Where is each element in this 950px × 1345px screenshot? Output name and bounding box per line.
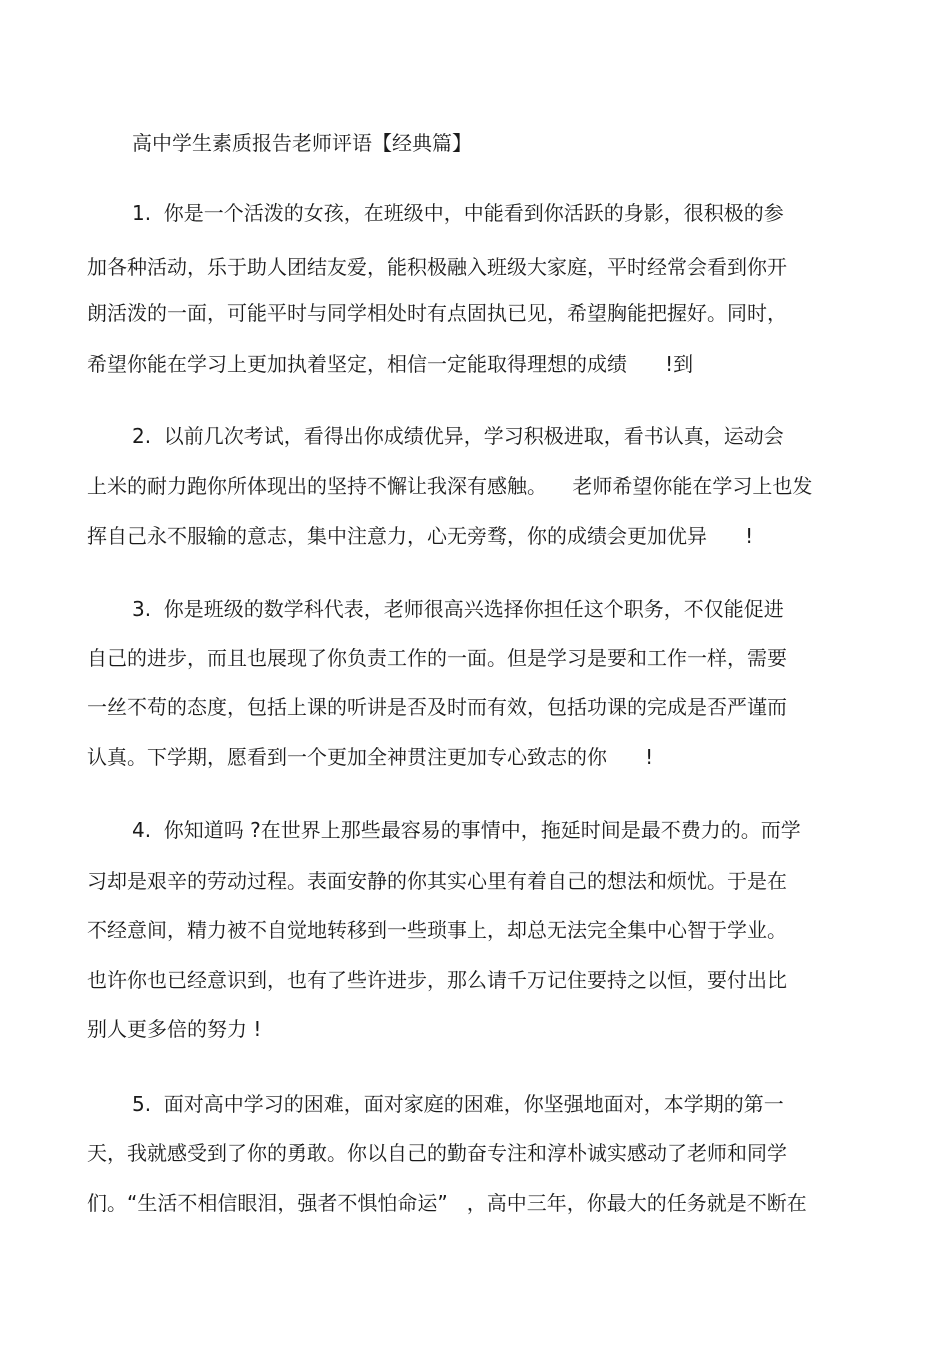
paragraph-5-line-1: 5. 面对高中学习的困难，面对家庭的困难，你坚强地面对，本学期的第一 (132, 1092, 784, 1116)
paragraph-2-line-3: 挥自己永不服输的意志，集中注意力，心无旁骛，你的成绩会更加优异 ! (87, 524, 754, 548)
paragraph-3-line-3: 一丝不苟的态度，包括上课的听讲是否及时而有效，包括功课的完成是否严谨而 (87, 695, 787, 719)
paragraph-3-line-2: 自己的进步，而且也展现了你负责工作的一面。但是学习是要和工作一样，需要 (87, 646, 787, 670)
paragraph-1-line-4: 希望你能在学习上更加执着坚定，相信一定能取得理想的成绩 !到 (87, 352, 694, 376)
paragraph-3-line-1: 3. 你是班级的数学科代表，老师很高兴选择你担任这个职务，不仅能促进 (132, 597, 784, 621)
paragraph-4-line-1: 4. 你知道吗 ?在世界上那些最容易的事情中，拖延时间是最不费力的。而学 (132, 818, 801, 842)
document-title: 高中学生素质报告老师评语【经典篇】 (132, 131, 472, 155)
paragraph-2-line-2: 上米的耐力跑你所体现出的坚持不懈让我深有感触。 老师希望你能在学习上也发 (87, 474, 813, 498)
paragraph-1-line-2: 加各种活动，乐于助人团结友爱，能积极融入班级大家庭，平时经常会看到你开 (87, 255, 787, 279)
paragraph-2-line-1: 2. 以前几次考试，看得出你成绩优异，学习积极进取，看书认真，运动会 (132, 424, 784, 448)
paragraph-4-line-4: 也许你也已经意识到，也有了些许进步，那么请千万记住要持之以恒，要付出比 (87, 968, 787, 992)
paragraph-3-line-4: 认真。下学期，愿看到一个更加全神贯注更加专心致志的你 ! (87, 745, 654, 769)
paragraph-5-line-3: 们。“生活不相信眼泪，强者不惧怕命运” ，高中三年，你最大的任务就是不断在 (87, 1191, 807, 1215)
paragraph-1-line-1: 1. 你是一个活泼的女孩，在班级中，中能看到你活跃的身影，很积极的参 (132, 201, 784, 225)
paragraph-5-line-2: 天，我就感受到了你的勇敢。你以自己的勤奋专注和淳朴诚实感动了老师和同学 (87, 1141, 787, 1165)
paragraph-4-line-5: 别人更多倍的努力 ! (87, 1017, 262, 1041)
paragraph-4-line-3: 不经意间，精力被不自觉地转移到一些琐事上，却总无法完全集中心智于学业。 (87, 918, 787, 942)
paragraph-4-line-2: 习却是艰辛的劳动过程。表面安静的你其实心里有着自己的想法和烦忧。于是在 (87, 869, 787, 893)
paragraph-1-line-3: 朗活泼的一面，可能平时与同学相处时有点固执已见，希望胸能把握好。同时， (87, 301, 787, 325)
